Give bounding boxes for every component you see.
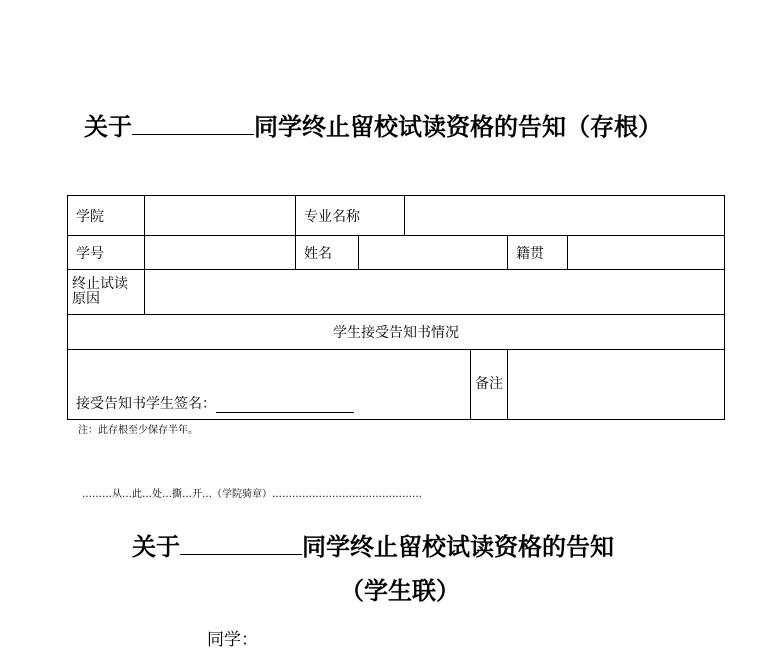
stub-title — [84, 112, 662, 142]
student-title-prefix: 关于 — [132, 532, 180, 561]
stub-form-table — [67, 195, 725, 420]
title-name-blank — [132, 112, 254, 135]
reason-label: 终止试读原因 — [68, 270, 145, 315]
major-value — [405, 196, 725, 236]
signature-line — [216, 398, 354, 413]
stub-title-prefix: 关于 — [84, 112, 132, 141]
college-label: 学院 — [68, 196, 145, 236]
student-title-name-blank — [180, 532, 302, 555]
hometown-label: 籍贯 — [508, 236, 568, 270]
student-greeting: 同学： — [207, 630, 258, 650]
remarks-label: 备注 — [471, 350, 508, 420]
college-value — [145, 196, 296, 236]
remarks-value — [508, 350, 725, 420]
acceptance-header: 学生接受告知书情况 — [68, 315, 725, 350]
major-label: 专业名称 — [296, 196, 405, 236]
student-title-suffix: 同学终止留校试读资格的告知 — [302, 532, 614, 561]
student-copy-subtitle: （学生联） — [340, 576, 460, 605]
student-id-label: 学号 — [68, 236, 145, 270]
student-copy-title — [132, 532, 614, 562]
hometown-value — [568, 236, 725, 270]
tear-line: ………从…此…处…撕…开…（学院骑章）……………………………………… — [82, 489, 422, 500]
stub-note: 注：此存根至少保存半年。 — [78, 425, 198, 436]
signature-label: 接受告知书学生签名： — [76, 396, 216, 412]
signature-cell — [68, 350, 471, 420]
student-id-value — [145, 236, 296, 270]
name-label: 姓名 — [296, 236, 359, 270]
reason-value — [145, 270, 725, 315]
name-value — [359, 236, 508, 270]
stub-title-suffix: 同学终止留校试读资格的告知（存根） — [254, 112, 662, 141]
